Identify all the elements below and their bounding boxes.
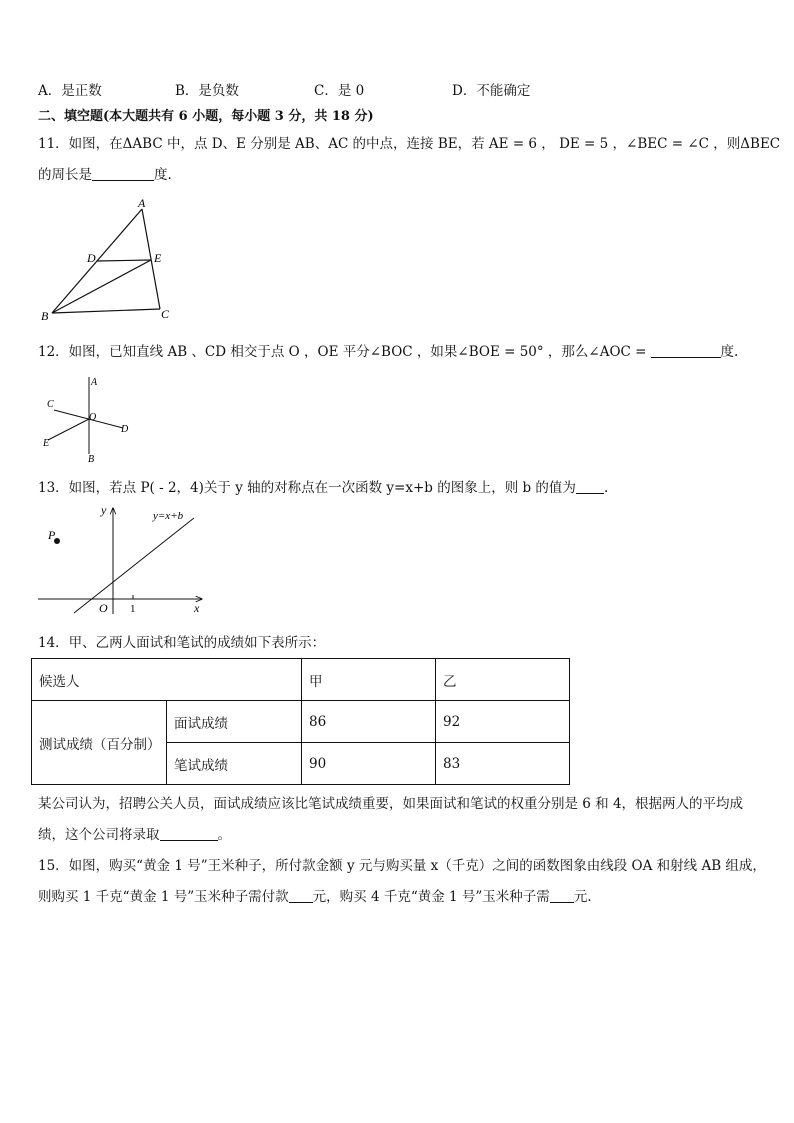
q12-text-after-blank: 度. [720,344,739,360]
option-b: B．是负数 [175,83,239,99]
option-a: A．是正数 [38,83,102,99]
q15-answer-blank-1 [289,888,313,903]
cell-jia: 86 [302,701,436,743]
table-row [32,701,570,743]
segment-de [97,260,151,261]
row-label: 笔试成绩 [167,743,302,785]
label-c: C [161,307,170,321]
q11-text-line1: 11．如图，在ΔABC 中，点 D、E 分别是 AB、AC 的中点，连接 BE，若 AE = 6 ， DE = 5 ，∠BEC = ∠C ，则ΔBEC [38,136,781,152]
cell-jia: 90 [302,743,436,785]
label-d: D [121,424,129,435]
score-table [31,658,570,785]
header-candidate: 候选人 [32,659,302,701]
segment-be [52,260,151,313]
q15-text-line2 [38,888,592,906]
label-y: y [101,503,107,517]
row-label: 面试成绩 [167,701,302,743]
q14-answer-blank [160,826,218,841]
label-d: D [87,251,96,265]
label-o: O [89,412,97,423]
option-c: C．是 0 [314,83,365,99]
header-jia: 甲 [302,659,436,701]
label-e: E [43,438,50,449]
label-a: A [138,196,146,210]
q12-lines-figure [38,372,143,466]
label-e: E [154,251,162,265]
q13-answer-blank [576,479,604,494]
group-label: 测试成绩（百分制） [32,701,167,785]
q11-text-line2 [38,166,172,184]
q11-text-after-blank: 度. [154,167,172,183]
label-c: C [47,399,54,410]
q15-text-part1: 则购买 1 千克“黄金 1 号”玉米种子需付款 [38,889,289,905]
option-d: D．不能确定 [452,83,531,99]
q15-text-part3: 元. [573,889,592,905]
q14-after-line1: 某公司认为，招聘公关人员，面试成绩应该比笔试成绩重要，如果面试和笔试的权重分别是 6 和 4，根据两人的平均成 [38,796,744,812]
cell-yi: 92 [436,701,570,743]
label-one: 1 [130,603,136,615]
q14-after-line2 [38,826,231,844]
label-p: P [48,528,56,542]
label-b: B [88,454,95,465]
q15-text-part2: 元，购买 4 千克“黄金 1 号”玉米种子需 [312,889,550,905]
label-a: A [91,377,98,388]
section-title: 二、填空题(本大题共有 6 小题，每小题 3 分，共 18 分) [38,109,374,124]
q12-text-before-blank: 12．如图，已知直线 AB 、CD 相交于点 O ，OE 平分∠BOC ，如果∠BOE = 50° ，那么∠AOC = [38,344,647,360]
q15-answer-blank-2 [550,888,574,903]
q13-graph-figure [36,502,211,618]
table-row [32,659,570,701]
q13-text [38,479,608,497]
label-x: x [194,601,200,615]
q14-text-after-blank: 。 [217,827,231,843]
cell-yi: 83 [436,743,570,785]
q12-text [38,343,738,361]
q11-text-before-blank: 的周长是 [38,167,92,183]
segment-bc [52,309,160,313]
q13-text-after-blank: . [603,480,609,496]
label-line: y=x+b [153,510,184,522]
label-b: B [41,309,49,323]
q11-triangle-figure [38,196,178,326]
q14-text-before-blank: 绩，这个公司将录取 [38,827,160,843]
q12-answer-blank [651,343,721,358]
ray-oe [48,419,89,440]
q15-text-line1: 15．如图，购买“黄金 1 号”王米种子，所付款金额 y 元与购买量 x（千克）之间的函数图象由线段 OA 和射线 AB 组成， [38,858,766,874]
q11-answer-blank [92,166,154,181]
q13-text-before-blank: 13．如图，若点 P( - 2，4)关于 y 轴的对称点在一次函数 y=x+b 的图象上，则 b 的值为 [38,480,576,496]
label-origin: O [99,601,108,615]
q14-intro: 14．甲、乙两人面试和笔试的成绩如下表所示： [38,635,326,651]
header-yi: 乙 [436,659,570,701]
